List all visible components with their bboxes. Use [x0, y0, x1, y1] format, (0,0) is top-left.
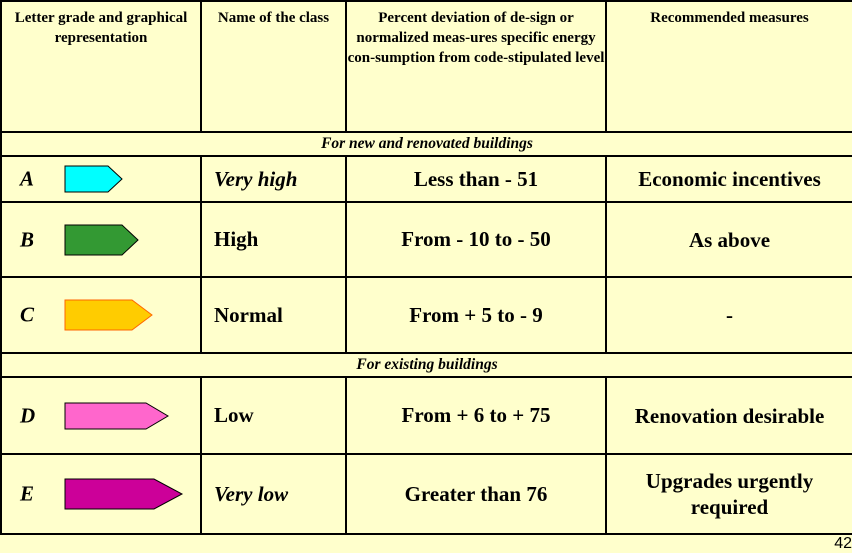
deviation-value: Greater than 76	[346, 454, 606, 534]
grade-arrow-icon	[64, 165, 124, 193]
class-name: High	[201, 202, 346, 277]
grade-cell	[1, 156, 201, 202]
deviation-value: Less than - 51	[346, 156, 606, 202]
grade-letter: E	[20, 481, 35, 506]
grade-letter: B	[20, 227, 35, 251]
grade-cell	[1, 277, 201, 353]
grade-letter: C	[20, 302, 35, 327]
recommended-measure: As above	[606, 202, 852, 277]
grade-cell	[1, 454, 201, 534]
table-row	[1, 277, 852, 353]
page-number: 42	[834, 535, 852, 552]
class-name: Very low	[201, 454, 346, 534]
class-name: Low	[201, 377, 346, 454]
grade-arrow-icon	[64, 224, 140, 256]
table-row	[1, 202, 852, 277]
grade-letter: D	[20, 403, 36, 427]
grade-cell	[1, 377, 201, 454]
grade-arrow-icon	[64, 402, 170, 430]
grade-arrow-icon	[64, 299, 154, 331]
header-recommended-measures: Recommended measures	[606, 1, 852, 132]
recommended-measure: -	[606, 277, 852, 353]
table-row	[1, 377, 852, 454]
deviation-value: From + 5 to - 9	[346, 277, 606, 353]
class-name: Very high	[201, 156, 346, 202]
class-name: Normal	[201, 277, 346, 353]
section-new-buildings: For new and renovated buildings	[1, 132, 852, 156]
header-row	[1, 1, 852, 132]
grade-cell	[1, 202, 201, 277]
recommended-measure: Renovation desirable	[606, 377, 852, 454]
table-row	[1, 156, 852, 202]
grade-arrow-icon	[64, 478, 184, 510]
section-row-new	[1, 132, 852, 156]
header-percent-deviation: Percent deviation of de-sign or normalized meas-ures specific energy con-sumption from code-stipulated level	[346, 1, 606, 132]
header-class-name: Name of the class	[201, 1, 346, 132]
section-existing-buildings: For existing buildings	[1, 353, 852, 377]
table-row	[1, 454, 852, 534]
grade-letter: A	[20, 166, 35, 191]
recommended-measure: Economic incentives	[606, 156, 852, 202]
deviation-value: From + 6 to + 75	[346, 377, 606, 454]
recommended-measure: Upgrades urgently required	[606, 454, 852, 534]
deviation-value: From - 10 to - 50	[346, 202, 606, 277]
header-letter-grade: Letter grade and graphical representation	[1, 1, 201, 132]
section-row-existing	[1, 353, 852, 377]
